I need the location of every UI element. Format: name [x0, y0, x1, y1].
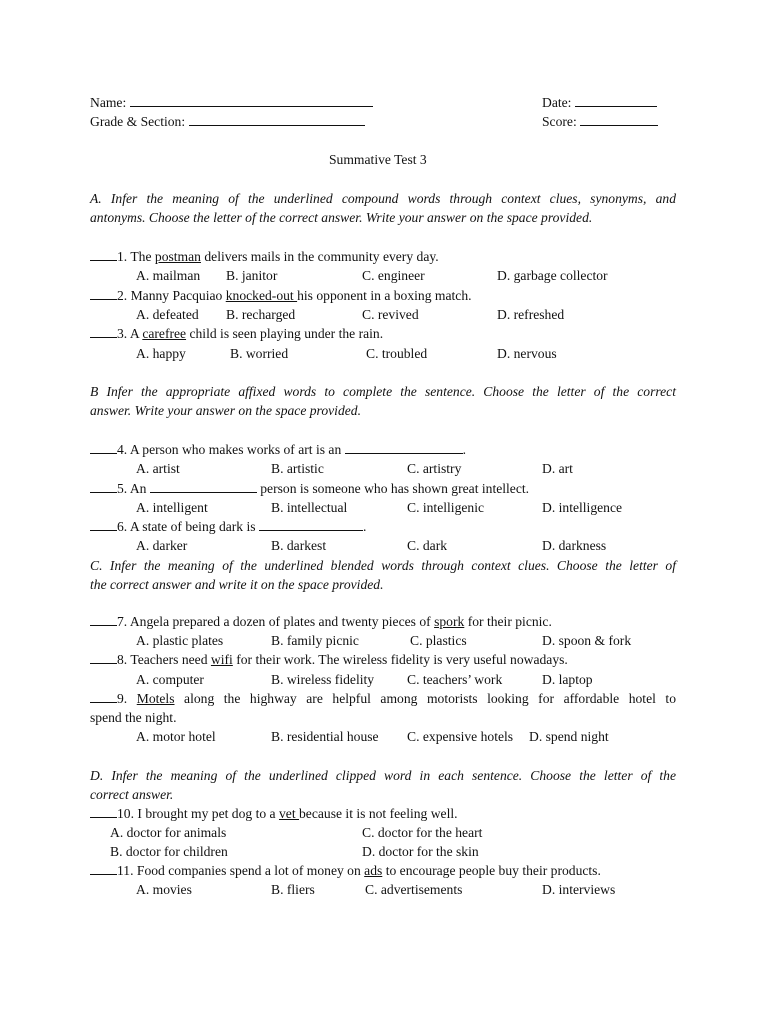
- section-c-instruction-2: the correct answer and write it on the space provided.: [90, 577, 384, 592]
- question-6: 6. A state of being dark is .: [90, 517, 366, 536]
- score-blank[interactable]: [580, 113, 658, 126]
- choice-d: D. darkness: [542, 538, 607, 553]
- question-11: 11. Food companies spend a lot of money on ads to encourage people buy their products.: [90, 861, 601, 880]
- choice-d: D. garbage collector: [497, 268, 608, 283]
- choice-c: C. advertisements: [365, 882, 463, 897]
- choice-a: A. computer: [136, 672, 204, 687]
- choice-c: C. intelligenic: [407, 500, 485, 515]
- name-blank[interactable]: [130, 94, 373, 107]
- choice-b: B. worried: [230, 346, 289, 361]
- section-d-instruction-1: D. Infer the meaning of the underlined clipped word in each sentence. Choose the letter of the: [90, 768, 676, 783]
- fill-blank: [259, 518, 363, 531]
- choice-a: A. doctor for animals: [110, 825, 227, 840]
- choice-b: B. residential house: [271, 729, 379, 744]
- score-field[interactable]: [542, 112, 658, 131]
- date-field[interactable]: [542, 93, 657, 112]
- question-1: 1. The postman delivers mails in the community every day.: [90, 247, 439, 266]
- choice-b: B. recharged: [226, 307, 296, 322]
- question-10: 10. I brought my pet dog to a vet because it is not feeling well.: [90, 804, 458, 823]
- underlined-word: knocked-out: [225, 288, 298, 303]
- choice-a: A. plastic plates: [136, 633, 224, 648]
- answer-blank[interactable]: [90, 805, 117, 818]
- answer-blank[interactable]: [90, 862, 117, 875]
- choice-c: C. doctor for the heart: [362, 825, 483, 840]
- choice-a: A. mailman: [136, 268, 201, 283]
- answer-blank[interactable]: [90, 480, 117, 493]
- answer-blank[interactable]: [90, 287, 117, 300]
- grade-blank[interactable]: [189, 113, 365, 126]
- choice-d: D. art: [542, 461, 573, 476]
- question-7: 7. Angela prepared a dozen of plates and twenty pieces of spork for their picnic.: [90, 612, 552, 631]
- choice-c: C. dark: [407, 538, 448, 553]
- section-a-instruction-2: antonyms. Choose the letter of the correct answer. Write your answer on the space provided.: [90, 210, 593, 225]
- question-5: 5. An person is someone who has shown great intellect.: [90, 479, 529, 498]
- choice-a: A. movies: [136, 882, 192, 897]
- choice-c: C. expensive hotels: [407, 729, 514, 744]
- answer-blank[interactable]: [90, 325, 117, 338]
- fill-blank: [150, 480, 257, 493]
- section-c-instruction-1: C. Infer the meaning of the underlined blended words through context clues. Choose the letter of: [90, 558, 676, 573]
- underlined-word: ads: [364, 863, 383, 878]
- choice-c: C. plastics: [410, 633, 467, 648]
- choice-d: D. refreshed: [497, 307, 565, 322]
- choice-a: A. artist: [136, 461, 180, 476]
- section-d-instruction-2: correct answer.: [90, 787, 174, 802]
- fill-blank: [345, 441, 463, 454]
- section-b-instruction-1: B Infer the appropriate affixed words to complete the sentence. Choose the letter of the correct: [90, 384, 676, 399]
- choice-b: B. wireless fidelity: [271, 672, 375, 687]
- page-title: Summative Test 3: [329, 152, 427, 167]
- choice-d: D. interviews: [542, 882, 616, 897]
- choice-d: D. intelligence: [542, 500, 623, 515]
- question-4: 4. A person who makes works of art is an .: [90, 440, 466, 459]
- choice-a: A. defeated: [136, 307, 199, 322]
- choice-b: B. intellectual: [271, 500, 348, 515]
- question-8: 8. Teachers need wifi for their work. The wireless fidelity is very useful nowadays.: [90, 650, 568, 669]
- choice-d: D. doctor for the skin: [362, 844, 479, 859]
- choice-b: B. artistic: [271, 461, 324, 476]
- score-label: Score:: [542, 114, 577, 129]
- choice-c: C. troubled: [366, 346, 428, 361]
- choice-d: D. laptop: [542, 672, 593, 687]
- underlined-word: spork: [434, 614, 465, 629]
- question-2: 2. Manny Pacquiao knocked-out his opponent in a boxing match.: [90, 286, 472, 305]
- choice-b: B. darkest: [271, 538, 327, 553]
- choice-a: A. darker: [136, 538, 188, 553]
- answer-blank[interactable]: [90, 651, 117, 664]
- answer-blank[interactable]: [90, 518, 117, 531]
- section-a-instruction-1: A. Infer the meaning of the underlined compound words through context clues, synonyms, and: [90, 191, 676, 206]
- date-blank[interactable]: [575, 94, 657, 107]
- choice-c: C. engineer: [362, 268, 425, 283]
- choice-b: B. janitor: [226, 268, 278, 283]
- underlined-word: wifi: [210, 652, 233, 667]
- choice-d: D. spend night: [529, 729, 609, 744]
- answer-blank[interactable]: [90, 248, 117, 261]
- choice-d: D. spoon & fork: [542, 633, 632, 648]
- name-label: Name:: [90, 95, 127, 110]
- underlined-word: carefree: [142, 326, 187, 341]
- choice-b: B. doctor for children: [110, 844, 228, 859]
- name-field[interactable]: [90, 93, 373, 112]
- underlined-word: postman: [154, 249, 201, 264]
- question-9: 9. Motels along the highway are helpful among motorists looking for affordable hotel to: [90, 689, 676, 708]
- choice-d: D. nervous: [497, 346, 557, 361]
- answer-blank[interactable]: [90, 441, 117, 454]
- grade-section-field[interactable]: [90, 112, 365, 131]
- underlined-word: vet: [278, 806, 299, 821]
- choice-b: B. family picnic: [271, 633, 359, 648]
- underlined-word: Motels: [136, 691, 175, 706]
- choice-a: A. motor hotel: [136, 729, 216, 744]
- choice-c: C. revived: [362, 307, 419, 322]
- choice-a: A. happy: [136, 346, 186, 361]
- choice-c: C. teachers’ work: [407, 672, 503, 687]
- choice-a: A. intelligent: [136, 500, 208, 515]
- section-b-instruction-2: answer. Write your answer on the space provided.: [90, 403, 361, 418]
- choice-b: B. fliers: [271, 882, 315, 897]
- date-label: Date:: [542, 95, 572, 110]
- question-9-continued: spend the night.: [90, 710, 177, 725]
- answer-blank[interactable]: [90, 690, 117, 703]
- answer-blank[interactable]: [90, 613, 117, 626]
- grade-label: Grade & Section:: [90, 114, 186, 129]
- choice-c: C. artistry: [407, 461, 462, 476]
- question-3: 3. A carefree child is seen playing under the rain.: [90, 324, 383, 343]
